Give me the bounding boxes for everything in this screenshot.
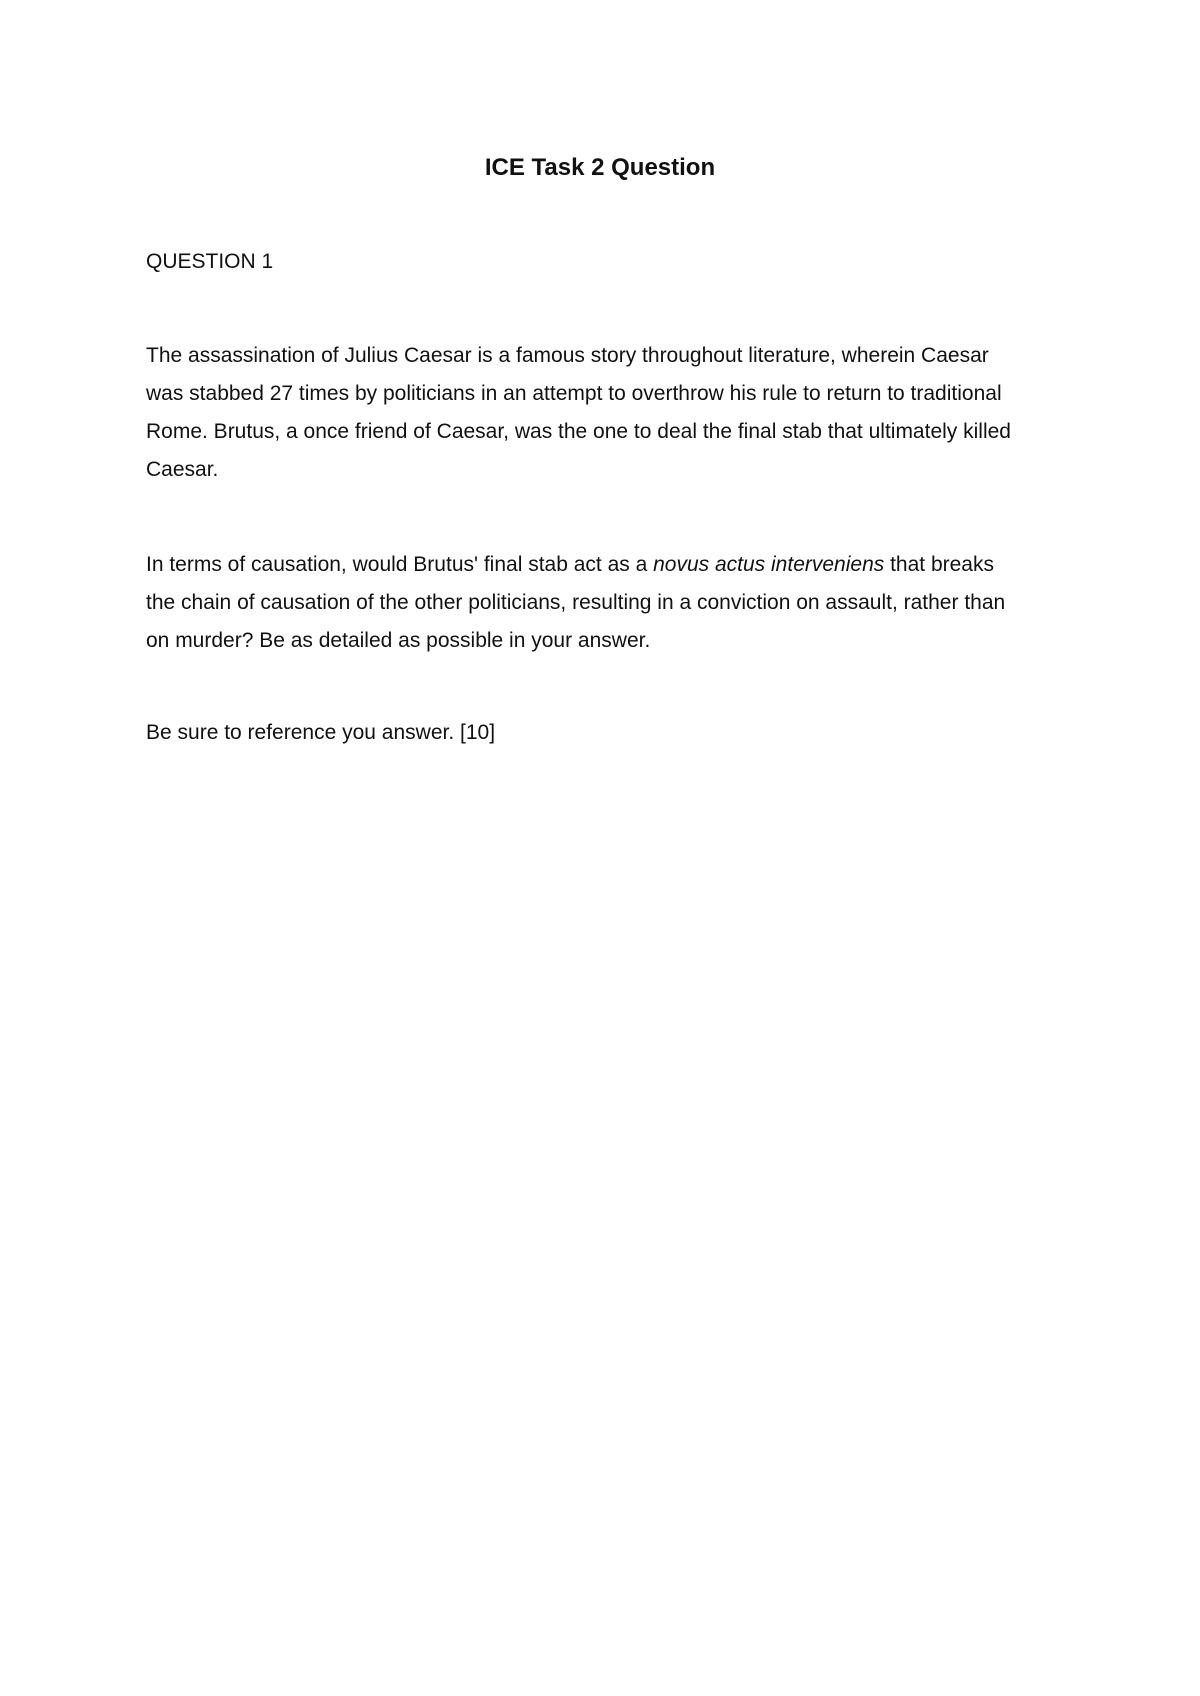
paragraph-line: The assassination of Julius Caesar is a famous story throughout literature, wherein Caesar: [146, 344, 989, 367]
question-prompt-paragraph: [146, 546, 1062, 660]
prompt-text: that breaks: [884, 553, 994, 576]
prompt-text: In terms of causation, would Brutus' final stab act as a: [146, 553, 654, 576]
paragraph-line: Rome. Brutus, a once friend of Caesar, was the one to deal the final stab that ultimately killed: [146, 420, 1011, 443]
paragraph-line: on murder? Be as detailed as possible in your answer.: [146, 629, 651, 652]
paragraph-line: Caesar.: [146, 458, 219, 481]
paragraph-line: the chain of causation of the other politicians, resulting in a conviction on assault, rather than: [146, 591, 1006, 614]
paragraph-line: was stabbed 27 times by politicians in an attempt to overthrow his rule to return to traditional: [146, 382, 1002, 405]
latin-term: novus actus interveniens: [653, 553, 885, 576]
marks-instruction: [146, 714, 1062, 752]
paragraph-line: [146, 546, 1062, 584]
page-title: ICE Task 2 Question: [484, 154, 716, 181]
paragraph-line: Be sure to reference you answer. [10]: [146, 721, 496, 744]
question-heading: QUESTION 1: [146, 250, 274, 273]
question-context-paragraph: [146, 337, 1062, 489]
